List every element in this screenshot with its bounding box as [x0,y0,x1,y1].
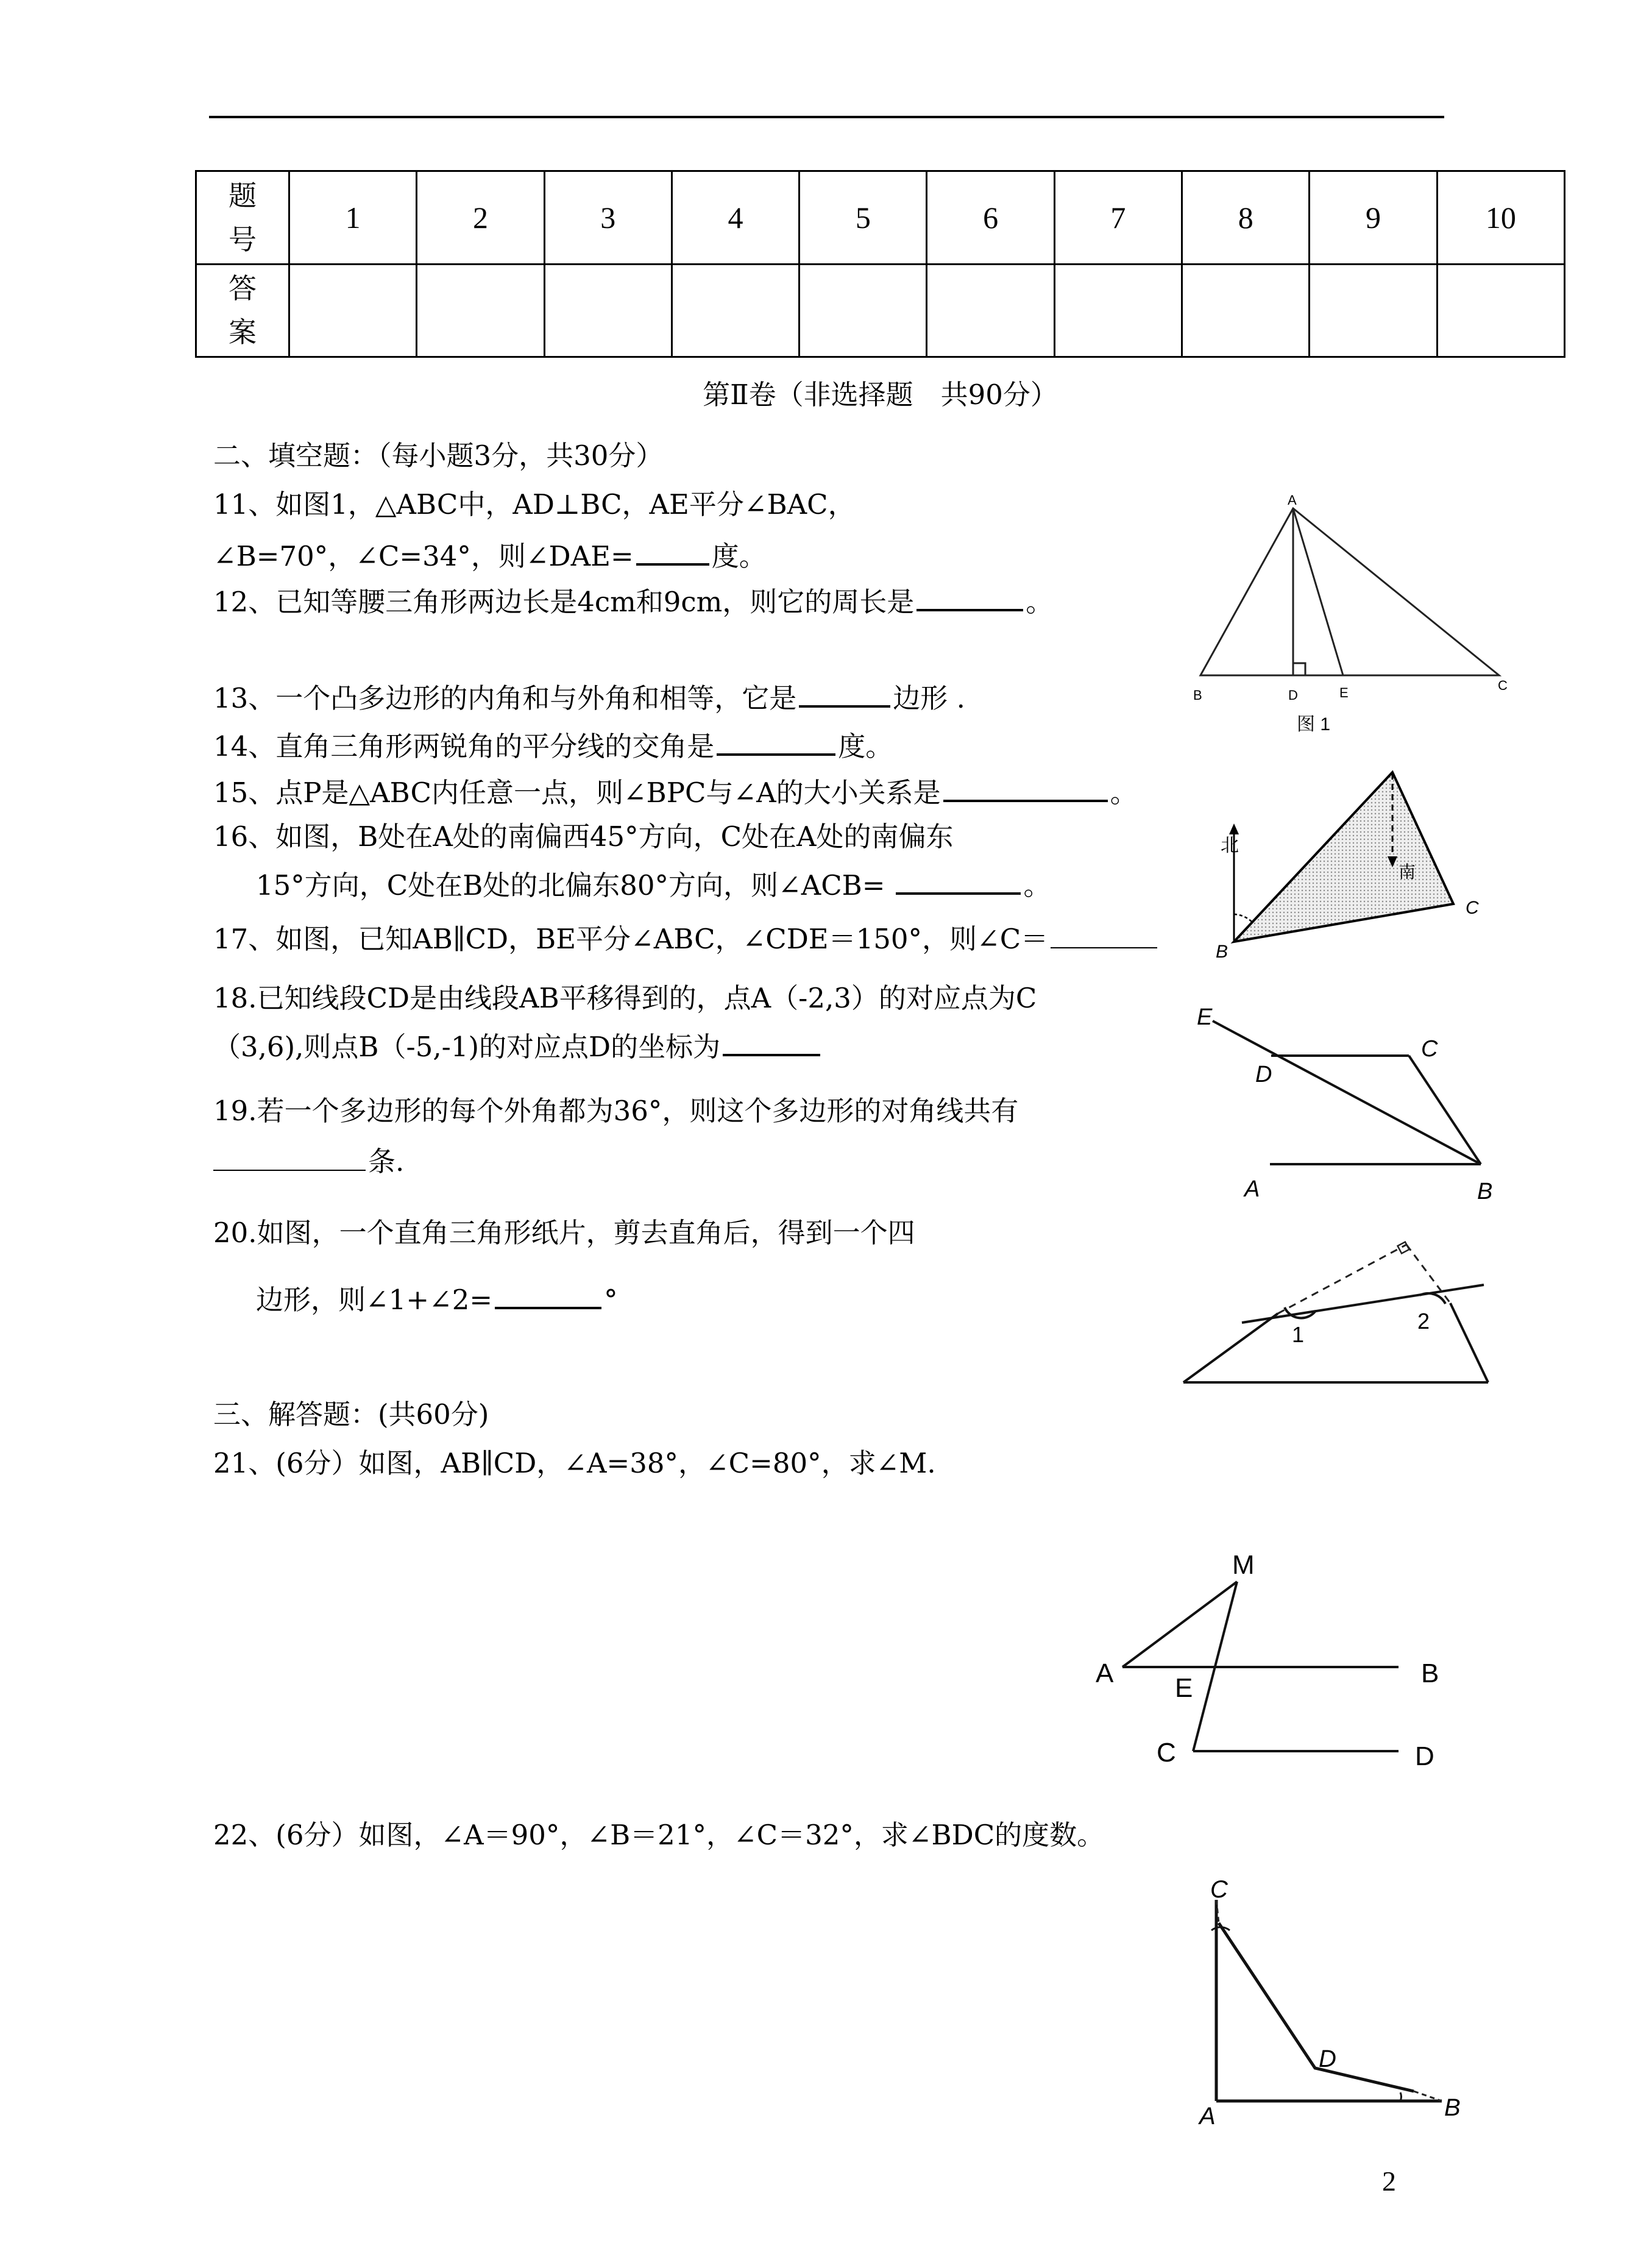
part2-heading: 二、填空题：（每小题3分，共30分） [213,439,664,472]
q19-line2: 条. [213,1143,404,1179]
question-number-cell: 9 [1310,171,1437,265]
answer-blank[interactable] [636,536,709,566]
figure-label: C [1498,678,1508,693]
q13: 13、一个凸多边形的内角和与外角和相等，它是 边形 . [213,678,965,716]
answer-table [195,170,1565,358]
q20-line1: 20.如图，一个直角三角形纸片，剪去直角后，得到一个四 [213,1217,915,1249]
figure-label: 2 [1417,1309,1430,1334]
q19-line1: 19.若一个多边形的每个外角都为36°，则这个多边形的对角线共有 [213,1095,1019,1127]
figure-label: C [1210,1876,1228,1903]
answer-cell[interactable] [544,264,672,357]
q12: 12、已知等腰三角形两边长是4cm和9cm，则它的周长是 。 [213,582,1053,619]
figure-17 [1182,1003,1517,1210]
figure-label: 北 [1221,836,1239,856]
answer-blank[interactable] [943,773,1108,802]
figure-label: B [1477,1179,1493,1204]
figure-label: E [1175,1673,1193,1703]
answer-blank[interactable] [213,1143,366,1171]
answer-cell[interactable] [289,264,417,357]
answer-blank[interactable] [896,866,1021,895]
part3-heading: 三、解答题：(共60分) [213,1398,489,1431]
figure-label: C [1157,1738,1176,1768]
answer-cell[interactable] [672,264,799,357]
figure-label: D [1319,2046,1336,2072]
figure-label: B [1444,2094,1461,2121]
answer-blank[interactable] [1051,920,1157,948]
question-number-cell: 4 [672,171,799,265]
q17: 17、如图，已知AB∥CD，BE平分∠ABC，∠CDE＝150°，则∠C＝ [213,920,1160,956]
figure-label: D [1288,688,1298,703]
answer-cell[interactable] [1310,264,1437,357]
q18-line1: 18.已知线段CD是由线段AB平移得到的，点A（-2,3）的对应点为C [213,982,1037,1014]
answer-cell[interactable] [1054,264,1182,357]
question-number-cell: 8 [1182,171,1310,265]
answer-cell[interactable] [1182,264,1310,357]
question-number-cell: 3 [544,171,672,265]
q22-text: 22、(6分）如图，∠A＝90°，∠B＝21°，∠C＝32°，求∠BDC的度数。 [213,1819,1105,1851]
q16-line2: 15°方向，C处在B处的北偏东80°方向，则∠ACB= 。 [256,866,1051,903]
figure-1 [1182,494,1523,750]
table-header-cell: 答 案 [196,264,289,357]
question-number-cell: 2 [417,171,544,265]
section-title: 第Ⅱ卷（非选择题 共90分） [703,379,1058,411]
figure-label: D [1415,1741,1434,1771]
table-row [196,264,1565,357]
answer-blank[interactable] [916,582,1023,611]
table-header-cell: 题 号 [196,171,289,265]
figure-label: A [1096,1658,1114,1688]
figure-label: C [1421,1036,1438,1062]
figure-caption: 图 1 [1297,714,1331,734]
q15: 15、点P是△ABC内任意一点，则∠BPC与∠A的大小关系是 。 [213,773,1138,810]
answer-cell[interactable] [1437,264,1564,357]
header-rule [209,116,1444,118]
figure-21 [1091,1530,1456,1774]
q20-line2: 边形，则∠1+∠2= ° [256,1280,618,1317]
figure-label: A [1199,2103,1216,2130]
q14: 14、直角三角形两锐角的平分线的交角是 度。 [213,727,893,764]
q11-line1: 11、如图1，△ABC中，AD⊥BC，AE平分∠BAC， [213,488,856,521]
table-row [196,171,1565,265]
q21-text: 21、(6分）如图，AB∥CD，∠A=38°，∠C=80°，求∠M. [213,1447,936,1479]
figure-label: 南 [1399,862,1416,881]
figure-label: C [1466,898,1479,918]
q11-line2: ∠B=70°，∠C=34°，则∠DAE= 度。 [213,536,767,574]
figure-label: E [1339,685,1349,700]
answer-blank[interactable] [723,1027,820,1056]
answer-cell[interactable] [417,264,544,357]
figure-label: M [1232,1550,1255,1580]
figure-20 [1176,1228,1493,1396]
figure-label: E [1197,1004,1213,1030]
figure-label: D [1255,1062,1272,1087]
question-number-cell: 5 [800,171,927,265]
figure-label: B [1421,1658,1439,1688]
answer-blank[interactable] [717,727,835,756]
figure-label: A [1288,492,1297,508]
answer-cell[interactable] [800,264,927,357]
figure-label: A [1244,1176,1260,1202]
answer-blank[interactable] [799,678,890,708]
page-number: 2 [1382,2166,1396,2197]
question-number-cell: 1 [289,171,417,265]
figure-label: B [1216,942,1228,962]
q16-line1: 16、如图，B处在A处的南偏西45°方向，C处在A处的南偏东 [213,820,954,853]
question-number-cell: 7 [1054,171,1182,265]
q18-line2: （3,6),则点B（-5,-1)的对应点D的坐标为 [213,1027,823,1064]
answer-blank[interactable] [495,1280,601,1309]
answer-cell[interactable] [927,264,1054,357]
figure-22 [1188,1874,1481,2130]
question-number-cell: 10 [1437,171,1564,265]
figure-label: B [1193,688,1202,703]
question-number-cell: 6 [927,171,1054,265]
figure-label: 1 [1292,1322,1305,1347]
figure-16 [1210,765,1490,972]
